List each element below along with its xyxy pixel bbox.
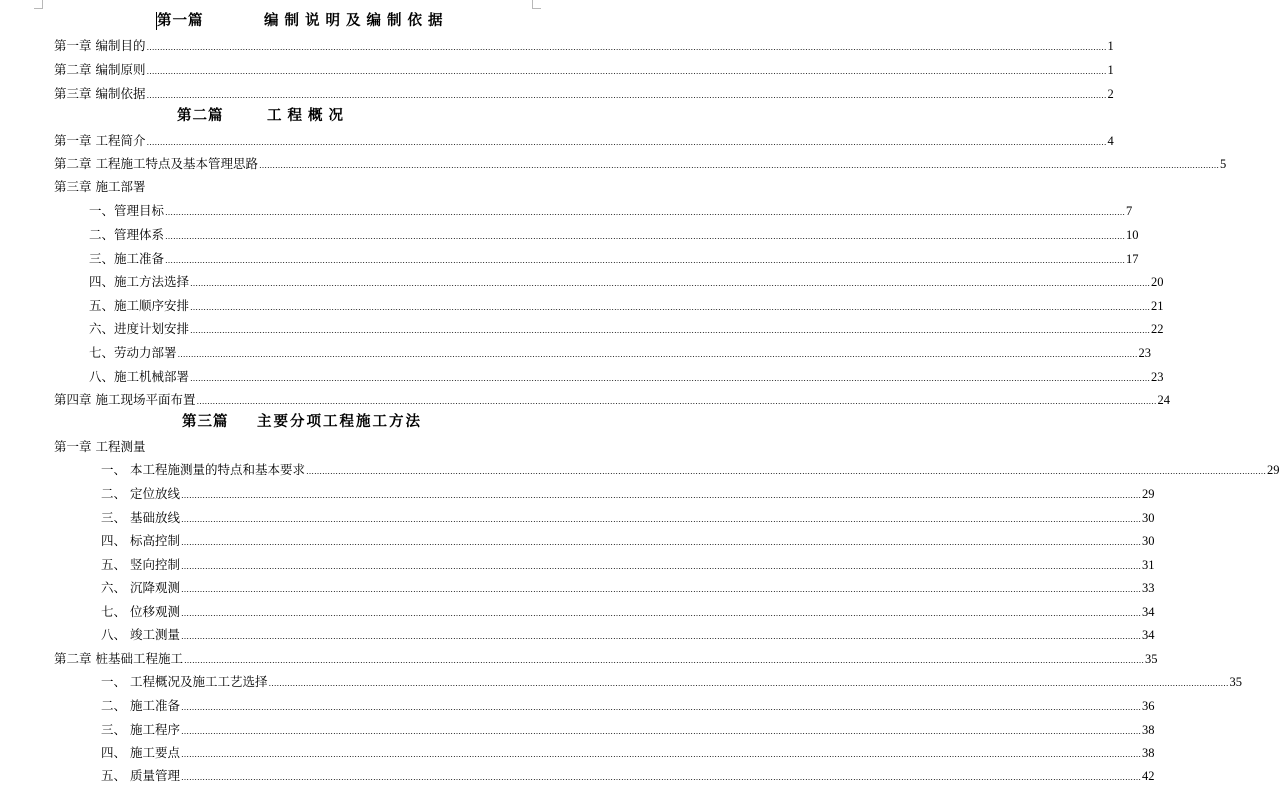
toc-entry-page: 4 [1107, 134, 1114, 148]
toc-entry-label: 六、进度计划安排 [89, 321, 190, 336]
toc-entry[interactable] [54, 391, 1170, 409]
toc-entry[interactable] [101, 532, 1155, 550]
toc-entry-label: 七、 位移观测 [101, 604, 180, 619]
toc-entry-label: 四、 施工要点 [101, 745, 180, 760]
toc-entry[interactable] [101, 697, 1155, 715]
toc-entry-label: 一、 工程概况及施工工艺选择 [101, 674, 268, 689]
dot-leader: ……………………………………………………………………………………………………………………………………………………………………………………………………………………………………………………………………………………………………………………………… [146, 67, 1107, 76]
toc-entry-page: 21 [1151, 299, 1164, 313]
dot-leader: ……………………………………………………………………………………………………………………………………………………………………………………………………………………………………………………………………………………………………………………………… [190, 303, 1151, 312]
toc-entry-page: 1 [1107, 39, 1114, 53]
dot-leader: ……………………………………………………………………………………………………………………………………………………………………………………………………………………………………………………………………………………………………………………………… [196, 397, 1157, 406]
toc-entry[interactable] [54, 178, 254, 196]
section-heading [0, 10, 561, 32]
toc-entry-page: 31 [1141, 558, 1155, 572]
dot-leader: ……………………………………………………………………………………………………………………………………………………………………………………………………………………………………………………………………………………………………………………………… [146, 138, 1107, 147]
toc-entry-label: 六、 沉降观测 [101, 580, 180, 595]
toc-entry[interactable] [54, 650, 1158, 668]
dot-leader: ……………………………………………………………………………………………………………………………………………………………………………………………………………………………………………………………………………………………………………………………… [165, 208, 1126, 217]
toc-entry[interactable] [101, 721, 1155, 739]
page-corner-mark-left [34, 0, 43, 9]
toc-entry[interactable] [54, 61, 1114, 79]
toc-entry-label: 二、 施工准备 [101, 698, 180, 713]
toc-entry[interactable] [89, 226, 1139, 244]
toc-entry-page: 35 [1229, 675, 1242, 689]
dot-leader: ……………………………………………………………………………………………………………………………………………………………………………………………………………………………………………………………………………………………………………………………… [190, 374, 1151, 383]
section-name: 主要分项工程施工方法 [257, 414, 422, 430]
toc-entry[interactable] [54, 85, 1114, 103]
toc-entry-page: 1 [1107, 63, 1114, 77]
toc-entry[interactable] [89, 273, 1164, 291]
toc-entry-label: 第一章 工程测量 [54, 439, 146, 454]
dot-leader: ……………………………………………………………………………………………………………………………………………………………………………………………………………………………………………………………………………………………………………………………… [180, 632, 1141, 641]
toc-entry-label: 五、 质量管理 [101, 768, 180, 783]
dot-leader: ……………………………………………………………………………………………………………………………………………………………………………………………………………………………………………………………………………………………………………………………… [190, 279, 1151, 288]
toc-entry-label: 四、 标高控制 [101, 533, 180, 548]
toc-entry-label: 第二章 工程施工特点及基本管理思路 [54, 156, 258, 171]
dot-leader: ……………………………………………………………………………………………………………………………………………………………………………………………………………………………………………………………………………………………………………………………… [165, 232, 1126, 241]
toc-entry-page: 34 [1141, 628, 1155, 642]
dot-leader: ……………………………………………………………………………………………………………………………………………………………………………………………………………………………………………………………………………………………………………………………… [146, 91, 1107, 100]
page-corner-mark-right [532, 0, 541, 9]
dot-leader: ……………………………………………………………………………………………………………………………………………………………………………………………………………………………………………………………………………………………………………………………… [183, 656, 1144, 665]
toc-entry[interactable] [101, 485, 1155, 503]
toc-entry-label: 二、 定位放线 [101, 486, 180, 501]
dot-leader: ……………………………………………………………………………………………………………………………………………………………………………………………………………………………………………………………………………………………………………………………… [180, 491, 1141, 500]
toc-entry-label: 第三章 编制依据 [54, 86, 146, 101]
section-part: 第二篇 [177, 108, 224, 124]
toc-entry[interactable] [101, 603, 1155, 621]
section-heading [0, 105, 561, 127]
toc-entry[interactable] [54, 37, 1114, 55]
dot-leader: ……………………………………………………………………………………………………………………………………………………………………………………………………………………………………………………………………………………………………………………………… [180, 538, 1141, 547]
dot-leader: ……………………………………………………………………………………………………………………………………………………………………………………………………………………………………………………………………………………………………………………………… [268, 679, 1229, 688]
toc-entry-page: 38 [1141, 746, 1155, 760]
section-name: 工程概况 [267, 108, 349, 124]
dot-leader: ……………………………………………………………………………………………………………………………………………………………………………………………………………………………………………………………………………………………………………………………… [258, 161, 1219, 170]
toc-entry[interactable] [89, 202, 1133, 220]
dot-leader: ……………………………………………………………………………………………………………………………………………………………………………………………………………………………………………………………………………………………………………………………… [180, 585, 1141, 594]
dot-leader: ……………………………………………………………………………………………………………………………………………………………………………………………………………………………………………………………………………………………………………………………… [180, 609, 1141, 618]
toc-entry[interactable] [89, 297, 1164, 315]
toc-entry[interactable] [101, 673, 1242, 691]
toc-entry-page: 38 [1141, 723, 1155, 737]
toc-entry-label: 三、 施工程序 [101, 722, 180, 737]
section-name: 编制说明及编制依据 [264, 13, 449, 29]
toc-entry-page: 42 [1141, 769, 1155, 783]
toc-entry-label: 五、施工顺序安排 [89, 298, 190, 313]
toc-entry-page: 23 [1138, 346, 1152, 360]
toc-entry-page: 30 [1141, 534, 1155, 548]
toc-entry-page: 30 [1141, 511, 1155, 525]
toc-entry-label: 五、 竖向控制 [101, 557, 180, 572]
toc-entry[interactable] [54, 438, 254, 456]
section-part: 第三篇 [182, 414, 229, 430]
toc-entry-page: 7 [1126, 204, 1133, 218]
toc-entry-page: 10 [1126, 228, 1139, 242]
toc-entry-label: 七、劳动力部署 [89, 345, 177, 360]
dot-leader: ……………………………………………………………………………………………………………………………………………………………………………………………………………………………………………………………………………………………………………………………… [146, 43, 1107, 52]
toc-entry[interactable] [101, 744, 1155, 762]
toc-entry-page: 35 [1144, 652, 1158, 666]
dot-leader: ……………………………………………………………………………………………………………………………………………………………………………………………………………………………………………………………………………………………………………………………… [180, 515, 1141, 524]
toc-entry-label: 三、 基础放线 [101, 510, 180, 525]
toc-entry-label: 第二章 编制原则 [54, 62, 146, 77]
toc-entry-page: 22 [1151, 322, 1164, 336]
toc-entry-label: 一、 本工程施测量的特点和基本要求 [101, 462, 305, 477]
toc-entry-label: 二、管理体系 [89, 227, 165, 242]
toc-entry-label: 八、 竣工测量 [101, 627, 180, 642]
toc-entry-page: 36 [1141, 699, 1155, 713]
toc-entry-page: 23 [1151, 370, 1164, 384]
toc-entry-page: 29 [1266, 463, 1279, 477]
toc-entry[interactable] [101, 626, 1155, 644]
toc-entry-page: 2 [1107, 87, 1114, 101]
toc-entry-label: 第一章 编制目的 [54, 38, 146, 53]
dot-leader: ……………………………………………………………………………………………………………………………………………………………………………………………………………………………………………………………………………………………………………………………… [180, 703, 1141, 712]
toc-entry[interactable] [89, 344, 1152, 362]
section-part: 第一篇 [157, 13, 204, 29]
dot-leader: ……………………………………………………………………………………………………………………………………………………………………………………………………………………………………………………………………………………………………………………………… [190, 326, 1151, 335]
dot-leader: ……………………………………………………………………………………………………………………………………………………………………………………………………………………………………………………………………………………………………………………………… [165, 256, 1126, 265]
toc-entry-label: 三、施工准备 [89, 251, 165, 266]
toc-entry[interactable] [54, 132, 1114, 150]
dot-leader: ……………………………………………………………………………………………………………………………………………………………………………………………………………………………………………………………………………………………………………………………… [177, 350, 1138, 359]
toc-entry-page: 33 [1141, 581, 1155, 595]
dot-leader: ……………………………………………………………………………………………………………………………………………………………………………………………………………………………………………………………………………………………………………………………… [180, 750, 1141, 759]
toc-entry-page: 17 [1126, 252, 1139, 266]
toc-entry-page: 5 [1219, 157, 1227, 171]
dot-leader: ……………………………………………………………………………………………………………………………………………………………………………………………………………………………………………………………………………………………………………………………… [180, 562, 1141, 571]
toc-entry[interactable] [54, 155, 1227, 173]
toc-entry-label: 第三章 施工部署 [54, 179, 146, 194]
toc-entry-label: 第二章 桩基础工程施工 [54, 651, 183, 666]
dot-leader: ……………………………………………………………………………………………………………………………………………………………………………………………………………………………………………………………………………………………………………………………… [180, 727, 1141, 736]
toc-entry-label: 第四章 施工现场平面布置 [54, 392, 196, 407]
toc-entry[interactable] [101, 556, 1155, 574]
toc-entry-page: 29 [1141, 487, 1155, 501]
section-heading [0, 411, 561, 433]
toc-entry-label: 一、管理目标 [89, 203, 165, 218]
toc-entry-page: 34 [1141, 605, 1155, 619]
toc-entry-label: 八、施工机械部署 [89, 369, 190, 384]
toc-entry-page: 24 [1157, 393, 1170, 407]
toc-entry[interactable] [89, 368, 1164, 386]
toc-entry-label: 四、施工方法选择 [89, 274, 190, 289]
toc-entry-label: 第一章 工程简介 [54, 133, 146, 148]
toc-entry[interactable] [89, 250, 1139, 268]
toc-entry[interactable] [101, 509, 1155, 527]
toc-entry-page: 20 [1151, 275, 1164, 289]
toc-entry[interactable] [101, 767, 1155, 785]
dot-leader: ……………………………………………………………………………………………………………………………………………………………………………………………………………………………………………………………………………………………………………………………… [180, 773, 1141, 782]
toc-entry[interactable] [89, 320, 1164, 338]
toc-entry[interactable] [101, 579, 1155, 597]
toc-entry[interactable] [101, 461, 1279, 479]
dot-leader: ……………………………………………………………………………………………………………………………………………………………………………………………………………………………………………………………………………………………………………………………… [305, 467, 1266, 476]
